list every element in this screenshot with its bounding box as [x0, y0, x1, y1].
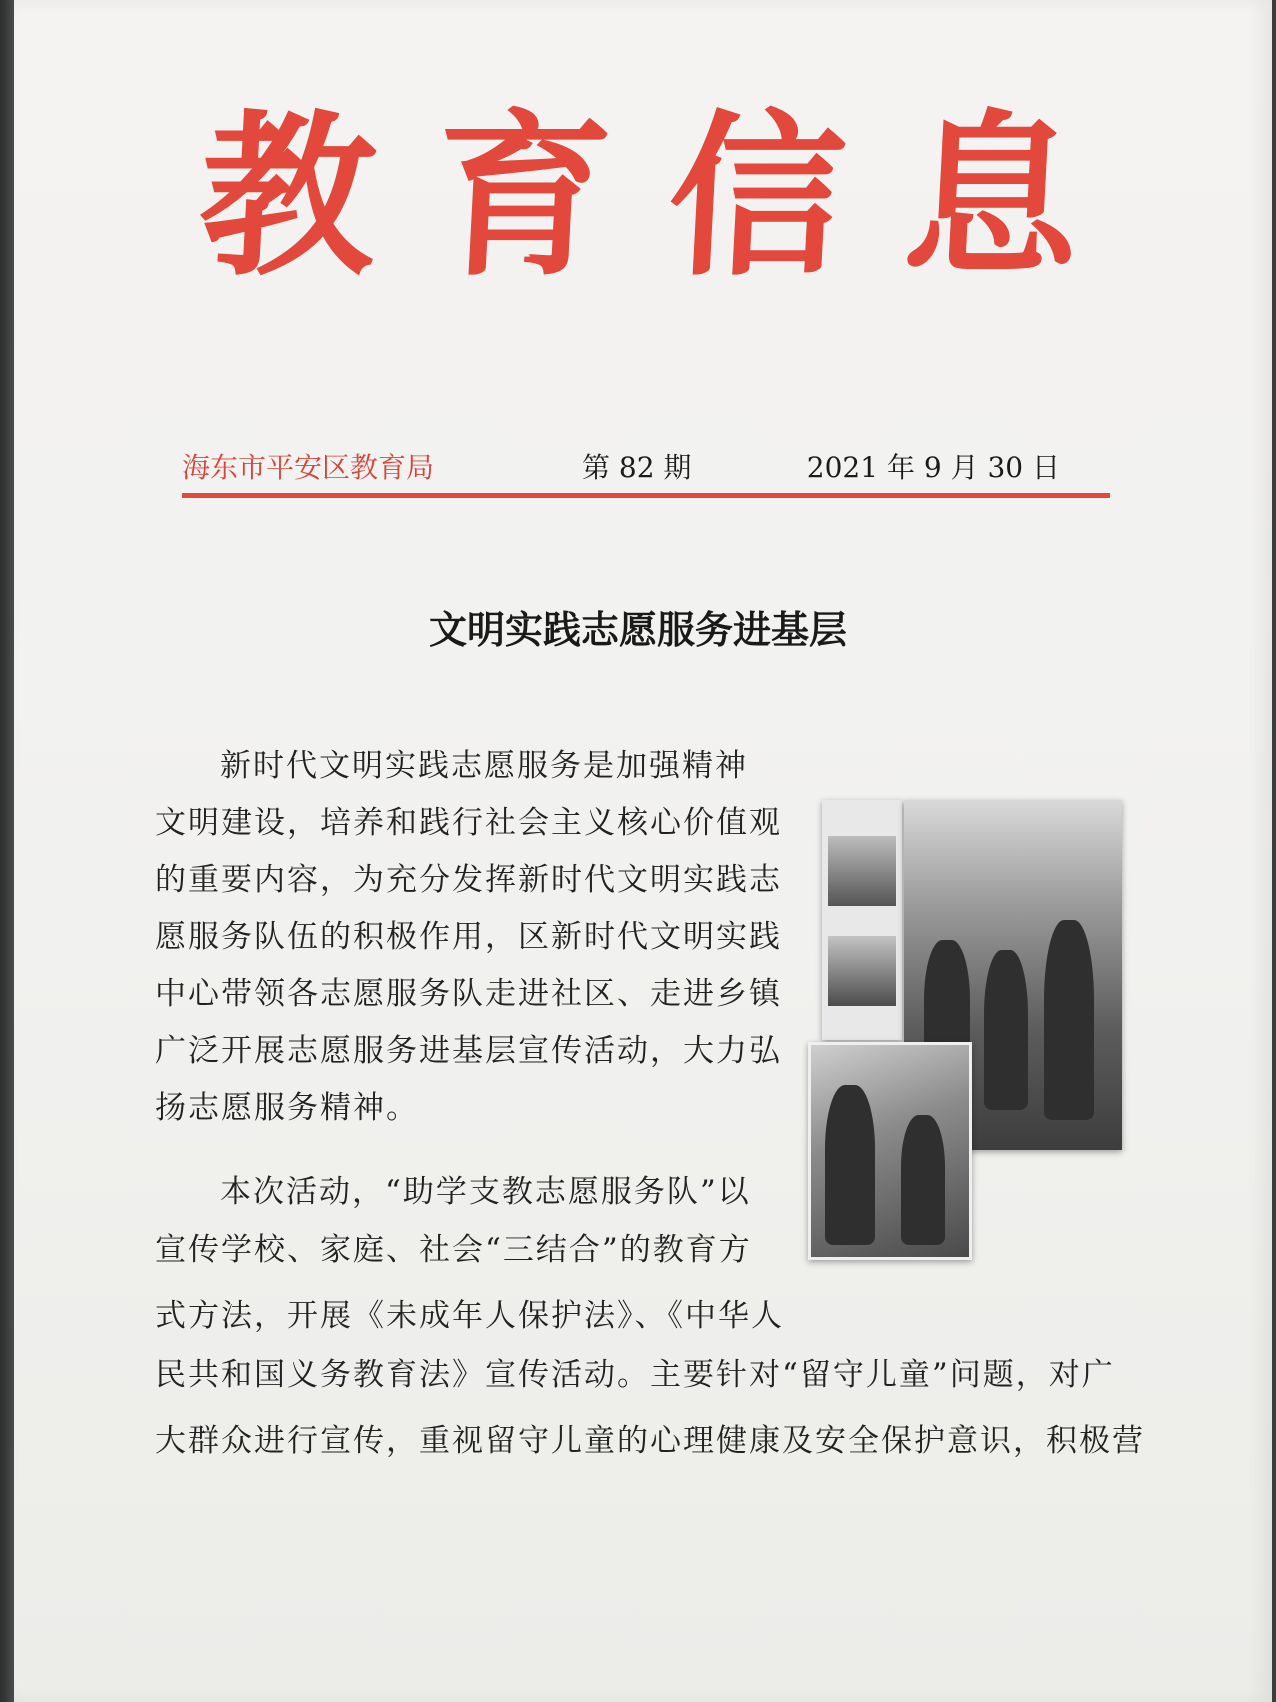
- person-figure: [984, 950, 1028, 1110]
- masthead-char: 育: [429, 93, 617, 300]
- body-line: 本次活动，“助学支教志愿服务队”以: [220, 1174, 751, 1210]
- masthead-char: 信: [663, 93, 851, 300]
- body-line: 文明建设，培养和践行社会主义核心价值观: [155, 805, 782, 841]
- photo-thumbnail: [828, 936, 896, 1006]
- masthead-title: [194, 92, 1086, 302]
- header-divider: [182, 493, 1110, 498]
- body-line: 的重要内容，为充分发挥新时代文明实践志: [155, 862, 782, 898]
- body-line: 式方法，开展《未成年人保护法》、《中华人: [155, 1298, 784, 1334]
- body-line: 民共和国义务教育法》宣传活动。主要针对“留守儿童”问题，对广: [155, 1357, 1115, 1393]
- masthead-char: 息: [898, 93, 1086, 300]
- body-line: 新时代文明实践志愿服务是加强精神: [220, 748, 748, 784]
- body-line: 愿服务队伍的积极作用，区新时代文明实践: [155, 919, 782, 955]
- issue-number: 第 82 期: [582, 451, 692, 484]
- table-edge: [0, 0, 14, 1702]
- issue-meta-row: [182, 448, 1110, 488]
- person-figure: [1044, 920, 1094, 1120]
- body-line: 中心带领各志愿服务队走进社区、走进乡镇: [155, 976, 782, 1012]
- publisher-name: 海东市平安区教育局: [182, 451, 435, 484]
- body-line: 宣传学校、家庭、社会“三结合”的教育方: [155, 1232, 752, 1268]
- photo-thumbnail: [828, 836, 896, 906]
- photo-collage: [808, 800, 1122, 1260]
- article-title: 文明实践志愿服务进基层: [428, 607, 847, 652]
- masthead-char: 教: [194, 93, 382, 300]
- person-figure: [825, 1085, 875, 1245]
- body-line: 扬志愿服务精神。: [155, 1090, 419, 1126]
- body-line: 大群众进行宣传，重视留守儿童的心理健康及安全保护意识，积极营: [155, 1423, 1145, 1459]
- issue-date: 2021 年 9 月 30 日: [806, 451, 1060, 484]
- person-figure: [901, 1115, 945, 1245]
- photo-secondary: [808, 1042, 972, 1260]
- photo-thumbnail-strip: [822, 800, 902, 1040]
- body-line: 广泛开展志愿服务进基层宣传活动，大力弘: [155, 1033, 782, 1069]
